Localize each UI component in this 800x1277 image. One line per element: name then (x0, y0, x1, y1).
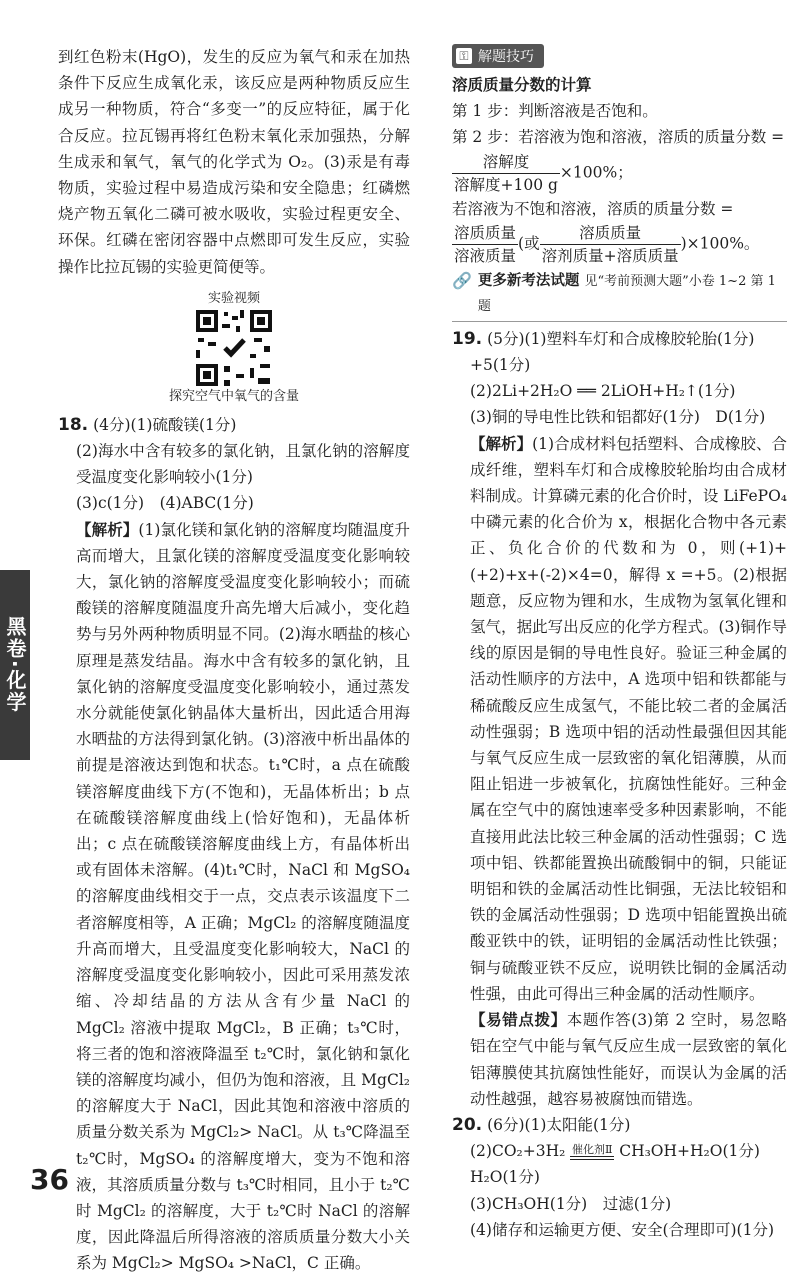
q18-answer-1: (4分)(1)硫酸镁(1分) (93, 415, 237, 434)
q19-answer-3: (2)2Li+2H₂O ══ 2LiOH+H₂↑(1分) (470, 382, 736, 401)
q20-answer-5: (4)储存和运输更方便、安全(合理即可)(1分) (470, 1220, 775, 1239)
q20-answer-3: H₂O(1分) (470, 1168, 540, 1187)
q19-analysis: (1)合成材料包括塑料、合成橡胶、合成纤维，塑料车灯和合成橡胶轮胎均由合成材料制成。计算磷元素的化合价时，设 LiFePO₄ 中磷元素的化合价为 x，根据化合物中各元素正、负化合价的代数和为 0，则(+1)+(+2)+x+(-2)×4=0，解得 x =+5。(2)根据题意，反应物为锂和水，生成物为氢氧化锂和氢气，据此写出反应的化学方程式。(3)铜作导线的原因是铜的导电性良好。验证三种金属的活动性顺序的方法中，A 选项中铝和铁都能与稀硫酸反应生成氢气，不能比较二者的金属活动性强弱；B 选项中铝的活动性最强但因其能与氧气反应生成一层致密的氧化铝薄膜，从而阻止铝进一步被氧化，抗腐蚀性能好。三种金属在空气中的腐蚀速率受多种因素影响，不能直接用此法比较三种金属的活动性强弱；C 选项中铝、铁都能置换出硫酸铜中的铜，只能证明铝和铁的金属活动性比铜强，无法比较铝和铁的金属活动性强弱；D 选项中铝能置换出硫酸亚铁中的铁，证明铝的金属活动性比铁强；铜与硫酸亚铁不反应，说明铁比铜的金属活动性强，由此可得出三种金属的活动性顺序。 (470, 434, 787, 1003)
key-icon: ⚿ (456, 48, 472, 64)
q19-error-tag: 【易错点拨】 (470, 1011, 567, 1030)
q18-number: 18. (58, 414, 89, 435)
q19-number: 19. (452, 328, 483, 349)
question-19: 19. (5分)(1)塑料车灯和合成橡胶轮胎(1分) +5(1分) (2)2Li+2H₂O ══ 2LiOH+H₂↑(1分) (3)铜的导电性比铁和铝都好(1分) D(1分) 【解析】(1)合成材料包括塑料、合成橡胶、合成纤维，塑料车灯和合成橡胶轮胎均由合成材料制成。计算磷元素的化合价时，设 LiFePO₄ 中磷元素的化合价为 x，根据化合物中各元素正、负化合价的代数和为 0，则(+1)+(+2)+x+(-2)×4=0，解得 x =+5。(2)根据题意，反应物为锂和水，生成物为氢氧化锂和氢气，据此写出反应的化学方程式。(3)铜作导线的原因是铜的导电性良好。验证三种金属的活动性顺序的方法中，A 选项中铝和铁都能与稀硫酸反应生成氢气，不能比较二者的金属活动性强弱；B 选项中铝的活动性最强但因其能与氧气反应生成一层致密的氧化铝薄膜，从而阻止铝进一步被氧化，抗腐蚀性能好。三种金属在空气中的腐蚀速率受多种因素影响，不能直接用此法比较三种金属的活动性强弱；C 选项中铝、铁都能置换出硫酸铜中的铜，只能证明铝和铁的金属活动性比铜强，无法比较铝和铁的金属活动性强弱；D 选项中铝能置换出硫酸亚铁中的铁，证明铝的金属活动性比铁强；铜与硫酸亚铁不反应，说明铁比铜的金属活动性强，由此可得出三种金属的活动性顺序。 【易错点拨】本题作答(3)第 2 空时，易忽略铝在空气中能与氧气反应生成一层致密的氧化铝薄膜使其抗腐蚀性能好，而误认为金属的活动性越强，越容易被腐蚀而错选。 (452, 328, 787, 1108)
left-column (58, 44, 410, 1277)
question-20: 20. (6分)(1)太阳能(1分) (2)CO₂+3H₂ 催化剂Ⅱ CH₃OH+H₂O(1分) H₂O(1分) (3)CH₃OH(1分) 过滤(1分) (4)储存和运输更方便、安全(合理即可)(1分) (452, 1112, 787, 1243)
q19-analysis-tag: 【解析】 (470, 434, 533, 453)
tips-step3: 若溶液为不饱和溶液，溶质的质量分数 = (452, 199, 734, 218)
q18-analysis: (1)氯化镁和氯化钠的溶解度均随温度升高而增大，且氯化镁的溶解度受温度变化影响较大，氯化钠的溶解度受温度变化影响较小；而硫酸镁的溶解度随温度升高先增大后减小，变化趋势与另外两种物质明显不同。(2)海水晒盐的核心原理是蒸发结晶。海水中含有较多的氯化钠，且氯化钠的溶解度受温度变化影响较小，通过蒸发水分就能使氯化钠晶体大量析出，因此适合用海水晒盐的方法得到氯化钠。(3)溶液中析出晶体的前提是溶液达到饱和状态。t₁℃时，a 点在硫酸镁溶解度曲线下方(不饱和)，无晶体析出；b 点在硫酸镁溶解度曲线上(恰好饱和)，无晶体析出；c 点在硫酸镁溶解度曲线上方，有晶体析出或有固体未溶解。(4)t₁℃时，NaCl 和 MgSO₄ 的溶解度曲线相交于一点，交点表示该温度下二者溶解度相等，A 正确；MgCl₂ 的溶解度随温度升高而增大，且受温度变化影响较大，NaCl 的溶解度受温度变化影响较小，因此可采用蒸发浓缩、冷却结晶的方法从含有少量 NaCl 的 MgCl₂ 溶液中提取 MgCl₂，B 正确；t₃℃时，将三者的饱和溶液降温至 t₂℃时，氯化钠和氯化镁的溶解度均减小，但仍为饱和溶液，且 MgCl₂ 的溶解度大于 NaCl，因此其饱和溶液中溶质的质量分数关系为 MgCl₂> NaCl。从 t₃℃降温至 t₂℃时，MgSO₄ 的溶解度增大，变为不饱和溶液，其溶质质量分数与 t₃℃时相同，且小于 t₂℃时 MgCl₂ 的溶解度，大于 t₂℃时 NaCl 的溶解度，因此降温后所得溶液的溶质质量分数大小关系为 MgCl₂> MgSO₄ >NaCl，C 正确。 (76, 520, 410, 1273)
q19-answer-2: +5(1分) (470, 356, 531, 375)
q20-answer-4: (3)CH₃OH(1分) 过滤(1分) (470, 1194, 672, 1213)
q18-analysis-tag: 【解析】 (76, 520, 139, 539)
question-18 (58, 412, 410, 1277)
q20-number: 20. (452, 1114, 483, 1135)
tips-title: 溶质质量分数的计算 (452, 76, 592, 94)
formula-unsaturated: $\frac{\text{溶质质量}}{\text{溶液质量}}$ (或 $\frac{\text{溶质质量}}{\text{溶剂质量+溶质质量}}$ )×100%。 (454, 223, 760, 265)
q17-continuation: 到红色粉末(HgO)，发生的反应为氧气和汞在加热条件下反应生成氧化汞，该反应是两种物质反应生成另一种物质，符合“多变一”的反应特征，属于化合反应。拉瓦锡再将红色粉末氧化汞加强热，分解生成汞和氧气，氧气的化学式为 O₂。(3)汞是有毒物质，实验过程中易造成污染和安全隐患；红磷燃烧产物五氧化二磷可被水吸收，实验过程更安全、环保。红磷在密闭容器中点燃即可发生反应，实验操作比拉瓦锡的实验更简便等。 (58, 48, 410, 276)
qr-code-icon[interactable] (194, 308, 274, 388)
q20-answer-2: (2)CO₂+3H₂ 催化剂Ⅱ CH₃OH+H₂O(1分) (470, 1142, 760, 1161)
formula-saturated: $\frac{\text{溶解度}}{\text{溶解度+100 g}}$ ×100%； (454, 152, 633, 194)
qr-block (58, 290, 410, 406)
q18-answer-3: (3)c(1分) (4)ABC(1分) (76, 494, 254, 513)
tips-box (452, 44, 787, 267)
subject-sidebar-tab: 黑卷·化学 (0, 570, 30, 760)
qr-caption: 探究空气中氧气的含量 (168, 388, 299, 404)
tips-tag: ⚿ 解题技巧 (452, 44, 544, 68)
q18-answer-2: (2)海水中含有较多的氯化钠，且氯化钠的溶解度受温度变化影响较小(1分) (76, 442, 410, 487)
right-column (452, 44, 787, 1243)
tips-step2: 第 2 步：若溶液为饱和溶液，溶质的质量分数 = (452, 128, 785, 147)
qr-title: 实验视频 (207, 290, 260, 306)
q19-answer-4: (3)铜的导电性比铁和铝都好(1分) D(1分) (470, 408, 766, 427)
page-number: 36 (30, 1163, 69, 1196)
q19-error: 本题作答(3)第 2 空时，易忽略铝在空气中能与氧气反应生成一层致密的氧化铝薄膜使其抗腐蚀性能好，而误认为金属的活动性越强，越容易被腐蚀而错选。 (470, 1011, 787, 1108)
tips-step1: 第 1 步：判断溶液是否饱和。 (452, 102, 658, 121)
link-icon: 🔗 (452, 270, 472, 290)
more-questions-link[interactable]: 🔗 更多新考法试题 见“考前预测大题”小卷 1~2 第 1 题 (452, 269, 787, 322)
